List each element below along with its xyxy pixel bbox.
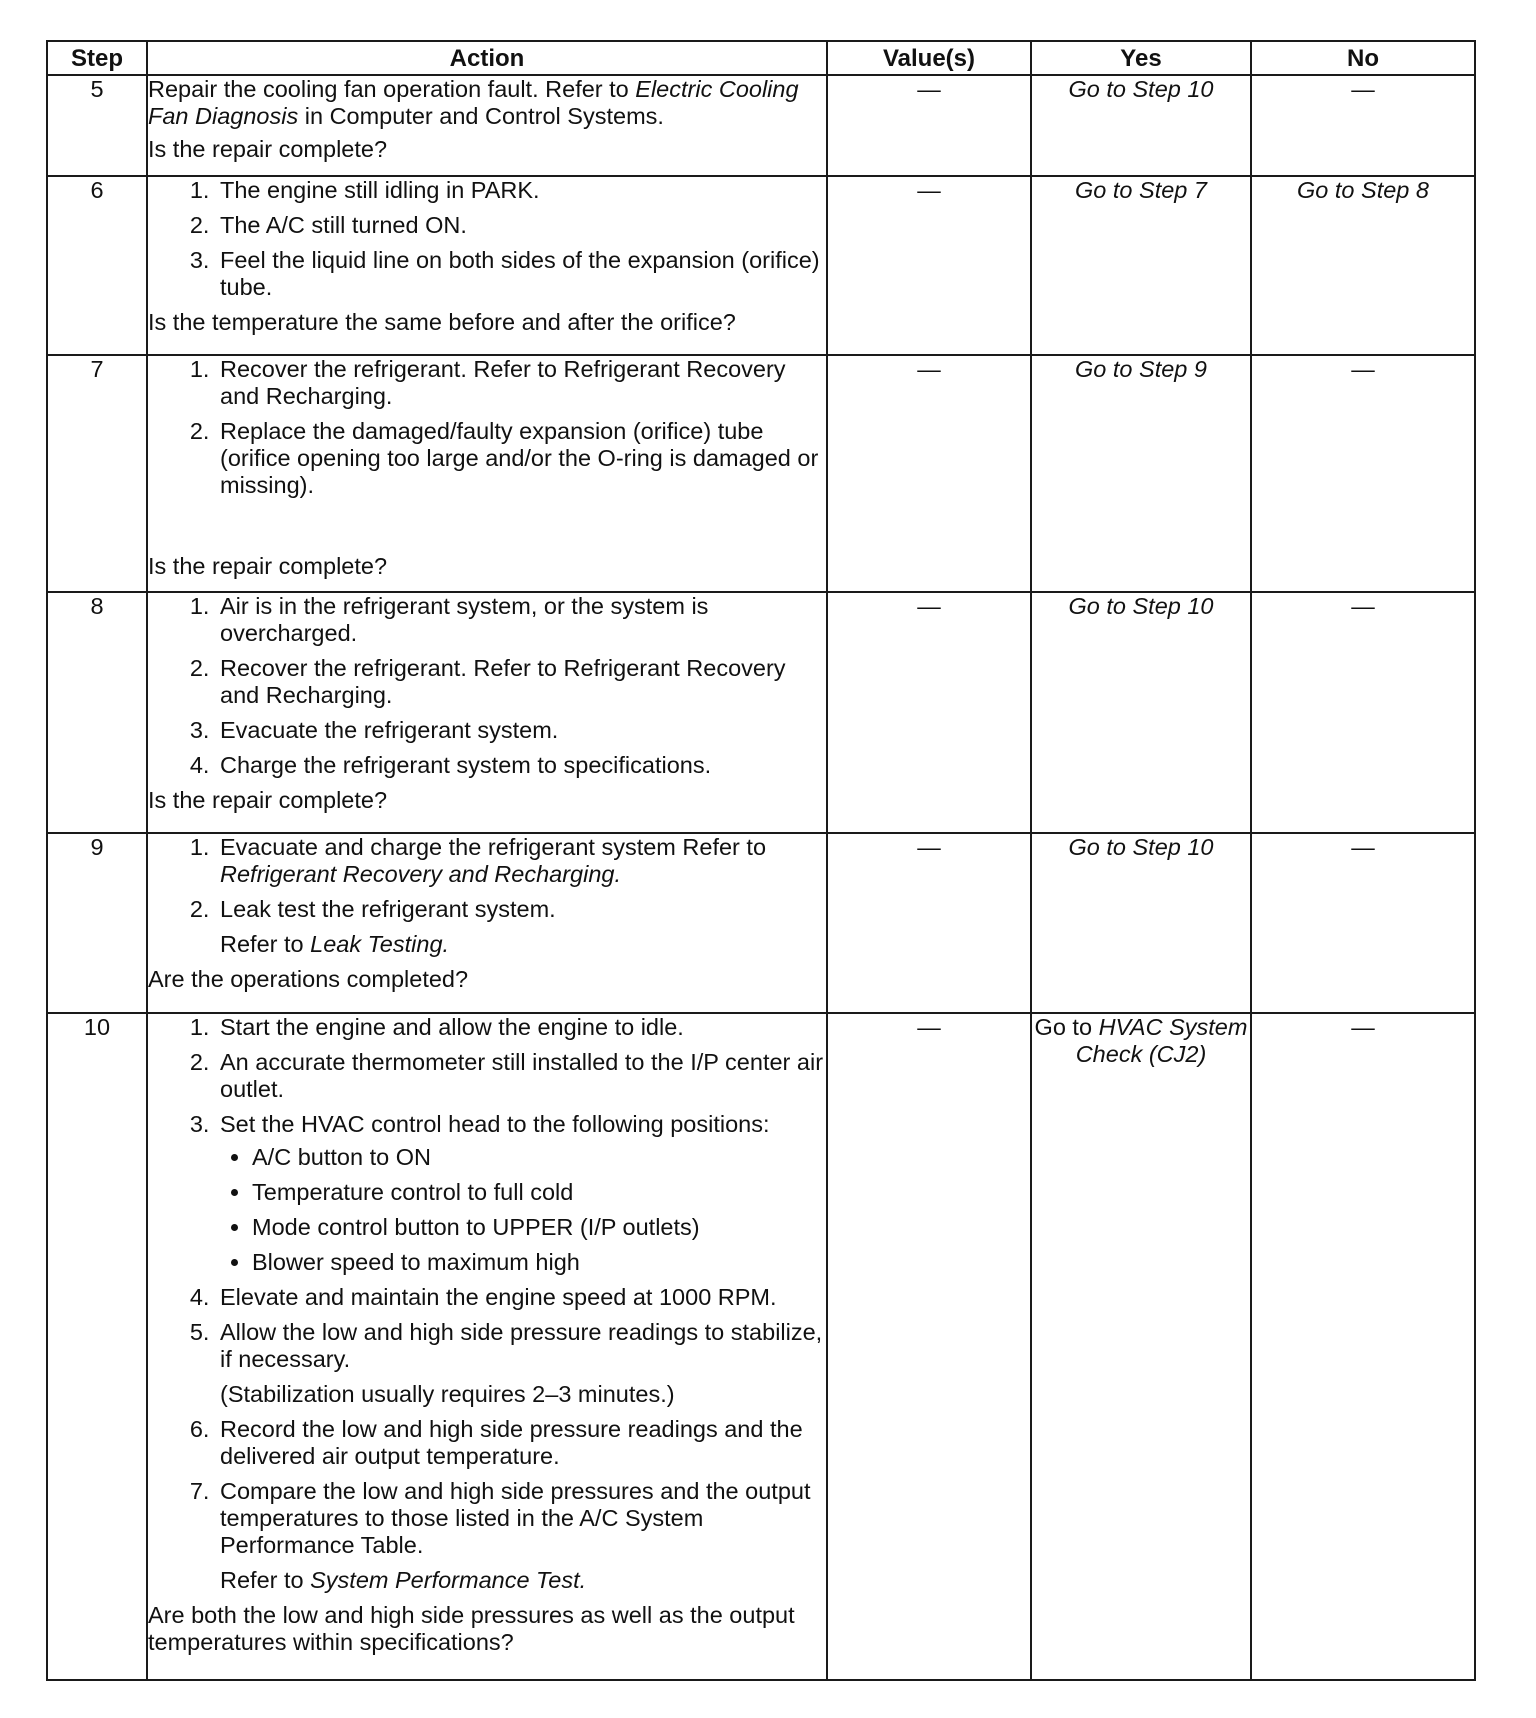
action-cell [147, 592, 827, 833]
list-item: 4. Elevate and maintain the engine speed at 1000 RPM. [216, 1284, 826, 1311]
yes-cell: Go to Step 10 [1031, 592, 1251, 833]
list-item [216, 834, 826, 888]
step-number: 6 [47, 176, 147, 355]
action-question: Are the operations completed? [148, 966, 469, 992]
yes-cell [1031, 1013, 1251, 1680]
item-text: Evacuate and charge the refrigerant system Refer to [220, 834, 767, 860]
yes-cell: Go to Step 9 [1031, 355, 1251, 592]
value-cell: — [827, 75, 1031, 176]
list-item [216, 896, 826, 958]
step-number: 8 [47, 592, 147, 833]
item-text: Compare the low and high side pressures and the output temperatures to those listed in the A/C System Performance Table. [220, 1478, 811, 1558]
list-item [216, 1478, 826, 1594]
list-item: 1. Recover the refrigerant. Refer to Refrigerant Recovery and Recharging. [216, 356, 826, 410]
note-text: Refer to [220, 1567, 311, 1593]
value-cell: — [827, 355, 1031, 592]
no-cell: — [1251, 833, 1475, 1013]
list-item: 4. Charge the refrigerant system to specifications. [216, 752, 826, 779]
action-list [148, 356, 826, 499]
list-item: 2. An accurate thermometer still installed to the I/P center air outlet. [216, 1049, 826, 1103]
list-item: 1. Air is in the refrigerant system, or the system is overcharged. [216, 593, 826, 647]
table-row-step-10 [47, 1013, 1475, 1680]
item-note [220, 1567, 826, 1594]
action-question: Are both the low and high side pressures as well as the output temperatures within specifications? [148, 1602, 795, 1655]
action-cell [147, 833, 827, 1013]
step-number: 9 [47, 833, 147, 1013]
yes-text: Go to [1034, 1014, 1099, 1040]
no-cell: — [1251, 592, 1475, 833]
list-item [216, 1319, 826, 1408]
item-note [220, 931, 826, 958]
step-number: 10 [47, 1013, 147, 1680]
value-cell: — [827, 592, 1031, 833]
yes-cell: Go to Step 10 [1031, 75, 1251, 176]
intro-reference: Electric Cooling Fan Diagnosis [148, 76, 799, 129]
no-cell: — [1251, 355, 1475, 592]
bullet-item: • Mode control button to UPPER (I/P outlets) [252, 1214, 826, 1241]
list-item: 3. Feel the liquid line on both sides of the expansion (orifice) tube. [216, 247, 826, 301]
value-cell: — [827, 833, 1031, 1013]
intro-text: Repair the cooling fan operation fault. Refer to [148, 76, 636, 102]
list-item [216, 1111, 826, 1276]
action-question: Is the repair complete? [148, 553, 388, 579]
item-text: Set the HVAC control head to the following positions: [220, 1111, 770, 1137]
bullet-list [220, 1144, 826, 1276]
header-action: Action [147, 41, 827, 75]
bullet-item: • Temperature control to full cold [252, 1179, 826, 1206]
action-list [148, 1014, 826, 1594]
action-list [148, 593, 826, 779]
intro-text-end: in Computer and Control Systems. [298, 103, 664, 129]
item-note: (Stabilization usually requires 2–3 minutes.) [220, 1381, 675, 1407]
note-text: Refer to [220, 931, 311, 957]
list-item: 2. Replace the damaged/faulty expansion (orifice) tube (orifice opening too large and/or the O-ring is damaged or missing). [216, 418, 826, 499]
item-text: Allow the low and high side pressure readings to stabilize, if necessary. [220, 1319, 823, 1372]
action-cell [147, 75, 827, 176]
action-question: Is the temperature the same before and after the orifice? [148, 309, 736, 335]
no-cell: Go to Step 8 [1251, 176, 1475, 355]
header-values: Value(s) [827, 41, 1031, 75]
list-item: 1. The engine still idling in PARK. [216, 177, 826, 204]
yes-reference: HVAC System Check (CJ2) [1075, 1014, 1248, 1067]
action-cell [147, 176, 827, 355]
step-number: 7 [47, 355, 147, 592]
table-row-step-9 [47, 833, 1475, 1013]
list-item: 1. Start the engine and allow the engine to idle. [216, 1014, 826, 1041]
table-row-step-6 [47, 176, 1475, 355]
table-row-step-5 [47, 75, 1475, 176]
value-cell: — [827, 176, 1031, 355]
action-cell [147, 355, 827, 592]
action-list [148, 834, 826, 958]
action-question: Is the repair complete? [148, 787, 388, 813]
list-item: 3. Evacuate the refrigerant system. [216, 717, 826, 744]
step-number: 5 [47, 75, 147, 176]
table-row-step-8 [47, 592, 1475, 833]
no-cell: — [1251, 75, 1475, 176]
no-cell: — [1251, 1013, 1475, 1680]
yes-cell: Go to Step 7 [1031, 176, 1251, 355]
table-row-step-7 [47, 355, 1475, 592]
action-intro [148, 76, 826, 130]
list-item: 6. Record the low and high side pressure readings and the delivered air output temperature. [216, 1416, 826, 1470]
list-item: 2. The A/C still turned ON. [216, 212, 826, 239]
yes-cell: Go to Step 10 [1031, 833, 1251, 1013]
action-list [148, 177, 826, 301]
item-text: Leak test the refrigerant system. [220, 896, 556, 922]
action-question: Is the repair complete? [148, 136, 388, 162]
note-reference: Leak Testing. [310, 931, 450, 957]
action-cell [147, 1013, 827, 1680]
list-item: 2. Recover the refrigerant. Refer to Refrigerant Recovery and Recharging. [216, 655, 826, 709]
header-step: Step [47, 41, 147, 75]
header-row [47, 41, 1475, 75]
bullet-item: • A/C button to ON [252, 1144, 826, 1171]
diagnostic-table [46, 40, 1476, 1681]
item-reference: Refrigerant Recovery and Recharging. [220, 861, 622, 887]
bullet-item: • Blower speed to maximum high [252, 1249, 826, 1276]
header-yes: Yes [1031, 41, 1251, 75]
value-cell: — [827, 1013, 1031, 1680]
note-reference: System Performance Test. [310, 1567, 587, 1593]
header-no: No [1251, 41, 1475, 75]
